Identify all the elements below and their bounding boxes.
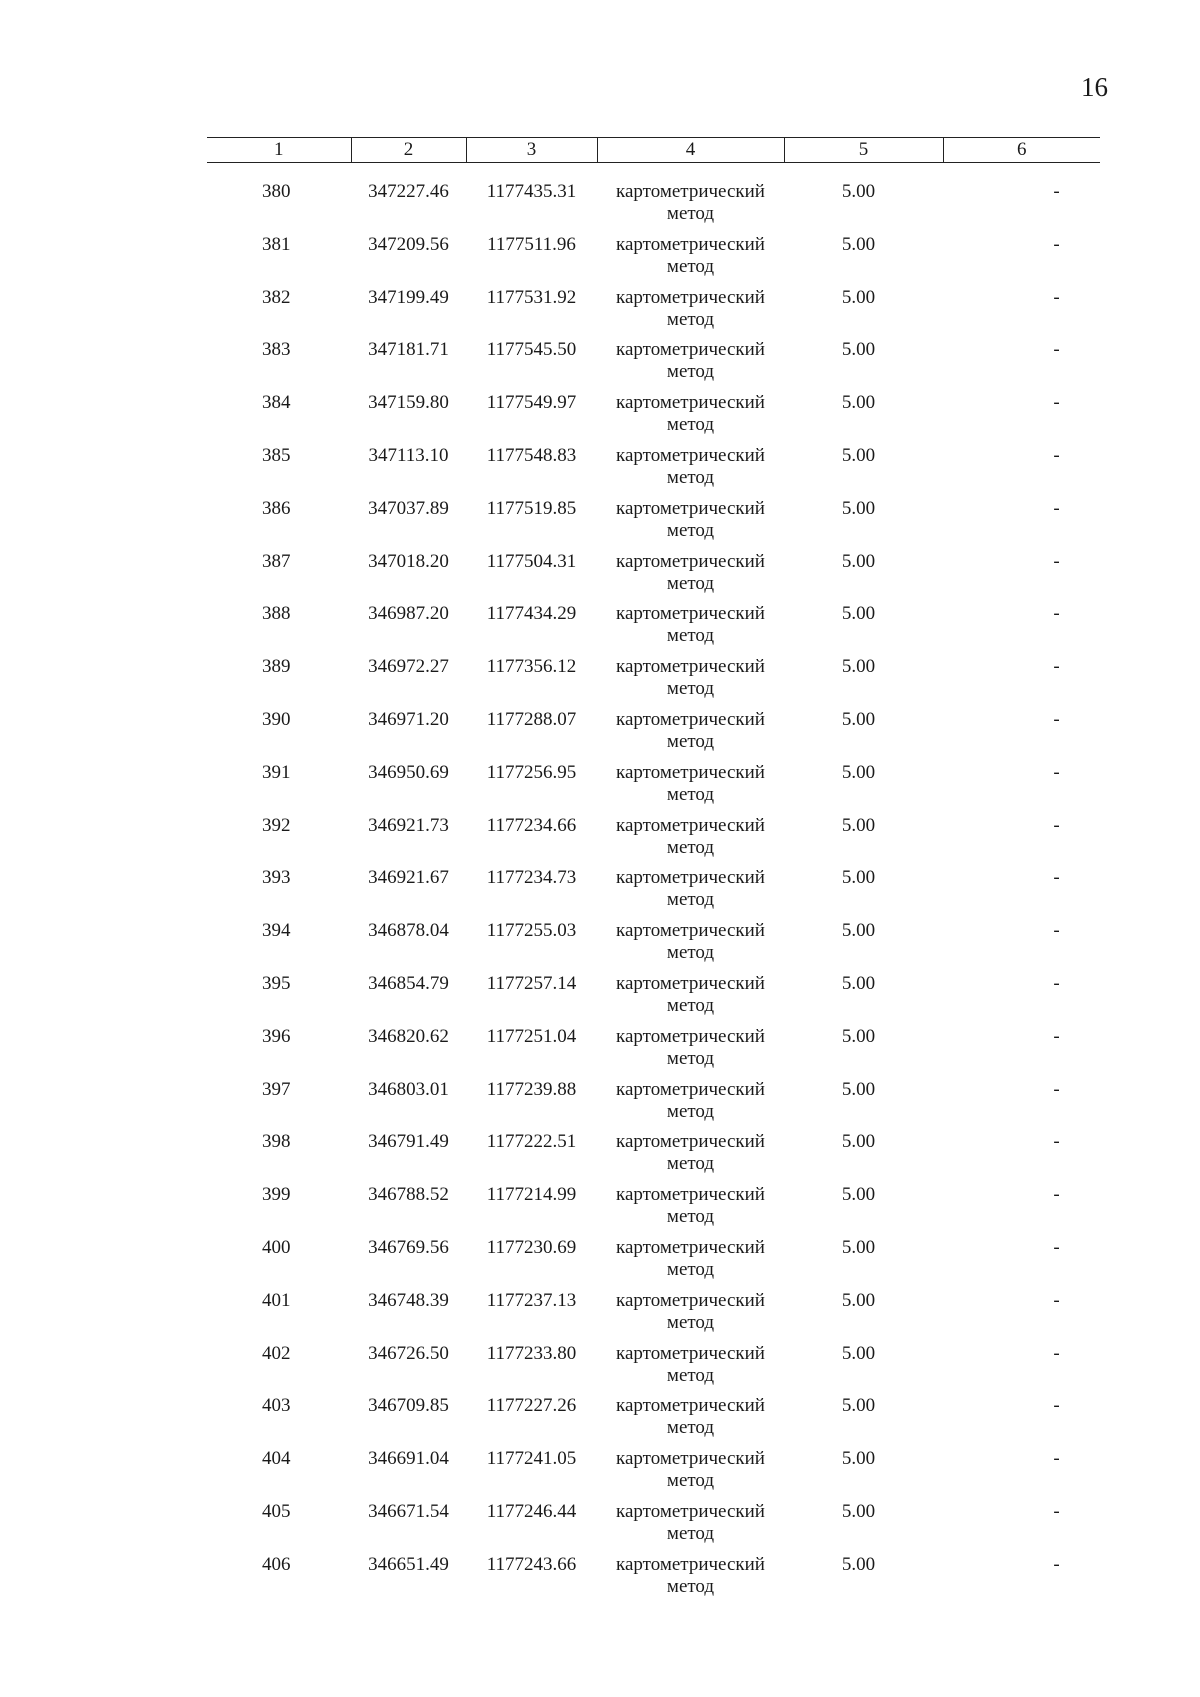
table-row: [207, 603, 1100, 656]
point-number-cell: 403: [262, 1395, 291, 1417]
table-row: [207, 392, 1100, 445]
method-line-2: метод: [666, 942, 715, 964]
y-coordinate-cell: 1177246.44: [486, 1500, 577, 1522]
table-row: [207, 867, 1100, 920]
accuracy-cell: 5.00: [841, 339, 876, 361]
table-row: [207, 920, 1100, 973]
note-cell: -: [1053, 1500, 1060, 1522]
header-col-4: 4: [597, 138, 784, 163]
method-line-1: картометрический: [616, 233, 765, 255]
x-coordinate-cell: 347159.80: [368, 392, 449, 414]
table-row: [207, 163, 1100, 234]
point-number-cell: 392: [262, 814, 291, 836]
accuracy-cell: 5.00: [841, 761, 876, 783]
table-row: [207, 1554, 1100, 1607]
method-cell: [597, 445, 784, 498]
x-coordinate-cell: 346820.62: [368, 1025, 449, 1047]
y-coordinate-cell: 1177549.97: [486, 392, 577, 414]
note-cell: -: [1053, 656, 1060, 678]
point-number-cell: 389: [262, 656, 291, 678]
point-number-cell: 380: [262, 181, 291, 202]
method-line-1: картометрический: [616, 1448, 765, 1470]
x-coordinate-cell: 346769.56: [368, 1236, 449, 1258]
method-cell: [597, 867, 784, 920]
x-coordinate-cell: 346972.27: [368, 656, 449, 678]
method-line-2: метод: [666, 572, 715, 594]
accuracy-cell: 5.00: [841, 656, 876, 678]
accuracy-cell: 5.00: [841, 708, 876, 730]
point-number-cell: 385: [262, 444, 291, 466]
method-cell: [597, 234, 784, 287]
y-coordinate-cell: 1177243.66: [486, 1553, 577, 1575]
note-cell: -: [1053, 761, 1060, 783]
header-col-5: 5: [784, 138, 943, 163]
point-number-cell: 395: [262, 972, 291, 994]
method-line-1: картометрический: [616, 708, 765, 730]
y-coordinate-cell: 1177237.13: [486, 1289, 577, 1311]
note-cell: -: [1053, 1078, 1060, 1100]
x-coordinate-cell: 346651.49: [368, 1553, 449, 1575]
point-number-cell: 394: [262, 920, 291, 942]
header-col-3: 3: [466, 138, 597, 163]
accuracy-cell: 5.00: [841, 1500, 876, 1522]
y-coordinate-cell: 1177234.66: [486, 814, 577, 836]
method-cell: [597, 709, 784, 762]
method-cell: [597, 339, 784, 392]
note-cell: -: [1053, 867, 1060, 889]
point-number-cell: 402: [262, 1342, 291, 1364]
method-line-2: метод: [666, 1575, 715, 1597]
note-cell: -: [1053, 920, 1060, 942]
x-coordinate-cell: 347113.10: [368, 444, 449, 466]
accuracy-cell: 5.00: [841, 1395, 876, 1417]
note-cell: -: [1053, 286, 1060, 308]
x-coordinate-cell: 346709.85: [368, 1395, 449, 1417]
x-coordinate-cell: 346878.04: [368, 920, 449, 942]
method-line-2: метод: [666, 1417, 715, 1439]
note-cell: -: [1053, 233, 1060, 255]
x-coordinate-cell: 346791.49: [368, 1131, 449, 1153]
y-coordinate-cell: 1177511.96: [487, 233, 576, 255]
page-number: 16: [1081, 72, 1108, 102]
x-coordinate-cell: 347227.46: [368, 181, 449, 202]
method-cell: [597, 762, 784, 815]
method-line-2: метод: [666, 1522, 715, 1544]
accuracy-cell: 5.00: [841, 920, 876, 942]
method-line-2: метод: [666, 836, 715, 858]
method-line-2: метод: [666, 625, 715, 647]
method-line-1: картометрический: [616, 1500, 765, 1522]
method-line-1: картометрический: [616, 1025, 765, 1047]
method-line-2: метод: [666, 1258, 715, 1280]
method-line-2: метод: [666, 361, 715, 383]
note-cell: -: [1053, 1342, 1060, 1364]
y-coordinate-cell: 1177239.88: [486, 1078, 577, 1100]
method-line-2: метод: [666, 308, 715, 330]
accuracy-cell: 5.00: [841, 444, 876, 466]
method-line-2: метод: [666, 203, 715, 224]
method-line-1: картометрический: [616, 1131, 765, 1153]
y-coordinate-cell: 1177531.92: [486, 286, 577, 308]
method-cell: [597, 1079, 784, 1132]
method-cell: [597, 1554, 784, 1607]
note-cell: -: [1053, 708, 1060, 730]
point-number-cell: 405: [262, 1500, 291, 1522]
y-coordinate-cell: 1177545.50: [486, 339, 577, 361]
table-row: [207, 498, 1100, 551]
method-cell: [597, 1131, 784, 1184]
table-row: [207, 234, 1100, 287]
table-row: [207, 1026, 1100, 1079]
note-cell: -: [1053, 603, 1060, 625]
y-coordinate-cell: 1177256.95: [486, 761, 577, 783]
method-line-1: картометрический: [616, 814, 765, 836]
note-cell: -: [1053, 1448, 1060, 1470]
point-number-cell: 390: [262, 708, 291, 730]
method-line-2: метод: [666, 678, 715, 700]
table-row: [207, 762, 1100, 815]
point-number-cell: 382: [262, 286, 291, 308]
method-cell: [597, 1026, 784, 1079]
method-line-1: картометрический: [616, 181, 765, 202]
y-coordinate-cell: 1177255.03: [486, 920, 577, 942]
accuracy-cell: 5.00: [841, 972, 876, 994]
method-line-2: метод: [666, 1153, 715, 1175]
y-coordinate-cell: 1177288.07: [486, 708, 577, 730]
note-cell: -: [1053, 181, 1060, 202]
method-line-2: метод: [666, 1470, 715, 1492]
method-cell: [597, 815, 784, 868]
note-cell: -: [1053, 1289, 1060, 1311]
method-line-2: метод: [666, 994, 715, 1016]
y-coordinate-cell: 1177233.80: [486, 1342, 577, 1364]
point-number-cell: 397: [262, 1078, 291, 1100]
method-line-2: метод: [666, 519, 715, 541]
method-line-2: метод: [666, 414, 715, 436]
table-row: [207, 1079, 1100, 1132]
accuracy-cell: 5.00: [841, 1025, 876, 1047]
method-line-1: картометрический: [616, 656, 765, 678]
point-number-cell: 399: [262, 1184, 291, 1206]
method-cell: [597, 551, 784, 604]
method-line-1: картометрический: [616, 1078, 765, 1100]
method-line-2: метод: [666, 1206, 715, 1228]
accuracy-cell: 5.00: [841, 603, 876, 625]
method-line-2: метод: [666, 1364, 715, 1386]
x-coordinate-cell: 346671.54: [368, 1500, 449, 1522]
note-cell: -: [1053, 1553, 1060, 1575]
table-row: [207, 1448, 1100, 1501]
x-coordinate-cell: 346971.20: [368, 708, 449, 730]
table-row: [207, 1343, 1100, 1396]
x-coordinate-cell: 347018.20: [368, 550, 449, 572]
accuracy-cell: 5.00: [841, 497, 876, 519]
y-coordinate-cell: 1177230.69: [486, 1236, 577, 1258]
accuracy-cell: 5.00: [841, 1236, 876, 1258]
method-cell: [597, 973, 784, 1026]
coordinates-table-container: [207, 137, 1100, 1607]
accuracy-cell: 5.00: [841, 1289, 876, 1311]
method-line-2: метод: [666, 1311, 715, 1333]
table-row: [207, 551, 1100, 604]
accuracy-cell: 5.00: [841, 286, 876, 308]
table-row: [207, 1131, 1100, 1184]
x-coordinate-cell: 347209.56: [368, 233, 449, 255]
x-coordinate-cell: 347037.89: [368, 497, 449, 519]
point-number-cell: 383: [262, 339, 291, 361]
method-cell: [597, 1290, 784, 1343]
method-line-2: метод: [666, 255, 715, 277]
x-coordinate-cell: 347181.71: [368, 339, 449, 361]
method-line-1: картометрический: [616, 550, 765, 572]
method-line-1: картометрический: [616, 339, 765, 361]
point-number-cell: 386: [262, 497, 291, 519]
note-cell: -: [1053, 1131, 1060, 1153]
y-coordinate-cell: 1177519.85: [486, 497, 577, 519]
method-cell: [597, 920, 784, 973]
method-line-1: картометрический: [616, 603, 765, 625]
method-line-2: метод: [666, 466, 715, 488]
header-col-1: 1: [207, 138, 351, 163]
table-row: [207, 1184, 1100, 1237]
x-coordinate-cell: 346748.39: [368, 1289, 449, 1311]
y-coordinate-cell: 1177214.99: [486, 1184, 577, 1206]
x-coordinate-cell: 346788.52: [368, 1184, 449, 1206]
accuracy-cell: 5.00: [841, 1342, 876, 1364]
method-cell: [597, 163, 784, 234]
method-line-1: картометрический: [616, 972, 765, 994]
table-row: [207, 1501, 1100, 1554]
y-coordinate-cell: 1177257.14: [486, 972, 577, 994]
accuracy-cell: 5.00: [841, 1553, 876, 1575]
table-row: [207, 1395, 1100, 1448]
method-cell: [597, 656, 784, 709]
y-coordinate-cell: 1177356.12: [486, 656, 577, 678]
table-row: [207, 1237, 1100, 1290]
method-line-1: картометрический: [616, 1289, 765, 1311]
accuracy-cell: 5.00: [841, 233, 876, 255]
point-number-cell: 388: [262, 603, 291, 625]
method-line-2: метод: [666, 889, 715, 911]
note-cell: -: [1053, 972, 1060, 994]
note-cell: -: [1053, 392, 1060, 414]
point-number-cell: 398: [262, 1131, 291, 1153]
x-coordinate-cell: 346950.69: [368, 761, 449, 783]
header-col-2: 2: [351, 138, 466, 163]
accuracy-cell: 5.00: [841, 1448, 876, 1470]
accuracy-cell: 5.00: [841, 1184, 876, 1206]
note-cell: -: [1053, 497, 1060, 519]
method-line-1: картометрический: [616, 761, 765, 783]
header-col-6: 6: [943, 138, 1100, 163]
accuracy-cell: 5.00: [841, 814, 876, 836]
note-cell: -: [1053, 1184, 1060, 1206]
method-cell: [597, 392, 784, 445]
point-number-cell: 381: [262, 233, 291, 255]
note-cell: -: [1053, 814, 1060, 836]
method-line-1: картометрический: [616, 444, 765, 466]
method-cell: [597, 1501, 784, 1554]
header-row: [207, 138, 1100, 163]
x-coordinate-cell: 346854.79: [368, 972, 449, 994]
table-row: [207, 815, 1100, 868]
accuracy-cell: 5.00: [841, 1131, 876, 1153]
coordinates-table: [207, 137, 1100, 1607]
note-cell: -: [1053, 1395, 1060, 1417]
method-line-1: картометрический: [616, 392, 765, 414]
method-line-1: картометрический: [616, 286, 765, 308]
method-line-1: картометрический: [616, 497, 765, 519]
method-cell: [597, 1448, 784, 1501]
table-row: [207, 445, 1100, 498]
y-coordinate-cell: 1177241.05: [486, 1448, 577, 1470]
note-cell: -: [1053, 550, 1060, 572]
y-coordinate-cell: 1177548.83: [486, 444, 577, 466]
x-coordinate-cell: 346921.73: [368, 814, 449, 836]
point-number-cell: 387: [262, 550, 291, 572]
method-line-1: картометрический: [616, 920, 765, 942]
y-coordinate-cell: 1177434.29: [486, 603, 577, 625]
method-line-1: картометрический: [616, 1553, 765, 1575]
method-line-1: картометрический: [616, 867, 765, 889]
point-number-cell: 404: [262, 1448, 291, 1470]
table-row: [207, 709, 1100, 762]
point-number-cell: 393: [262, 867, 291, 889]
y-coordinate-cell: 1177504.31: [486, 550, 577, 572]
method-cell: [597, 1184, 784, 1237]
point-number-cell: 384: [262, 392, 291, 414]
method-line-1: картометрический: [616, 1184, 765, 1206]
method-cell: [597, 498, 784, 551]
method-line-1: картометрический: [616, 1342, 765, 1364]
y-coordinate-cell: 1177251.04: [486, 1025, 577, 1047]
note-cell: -: [1053, 1025, 1060, 1047]
method-cell: [597, 1343, 784, 1396]
method-cell: [597, 1237, 784, 1290]
x-coordinate-cell: 346691.04: [368, 1448, 449, 1470]
method-line-1: картометрический: [616, 1395, 765, 1417]
x-coordinate-cell: 346987.20: [368, 603, 449, 625]
table-row: [207, 973, 1100, 1026]
note-cell: -: [1053, 444, 1060, 466]
table-row: [207, 1290, 1100, 1343]
x-coordinate-cell: 346726.50: [368, 1342, 449, 1364]
note-cell: -: [1053, 339, 1060, 361]
accuracy-cell: 5.00: [841, 1078, 876, 1100]
table-row: [207, 656, 1100, 709]
x-coordinate-cell: 346803.01: [368, 1078, 449, 1100]
x-coordinate-cell: 346921.67: [368, 867, 449, 889]
y-coordinate-cell: 1177222.51: [486, 1131, 577, 1153]
method-cell: [597, 287, 784, 340]
method-line-2: метод: [666, 730, 715, 752]
accuracy-cell: 5.00: [841, 181, 876, 202]
method-cell: [597, 603, 784, 656]
table-row: [207, 287, 1100, 340]
method-line-2: метод: [666, 1047, 715, 1069]
point-number-cell: 391: [262, 761, 291, 783]
accuracy-cell: 5.00: [841, 392, 876, 414]
point-number-cell: 400: [262, 1236, 291, 1258]
method-line-2: метод: [666, 1100, 715, 1122]
accuracy-cell: 5.00: [841, 867, 876, 889]
method-line-2: метод: [666, 783, 715, 805]
point-number-cell: 401: [262, 1289, 291, 1311]
point-number-cell: 396: [262, 1025, 291, 1047]
table-header: [207, 138, 1100, 163]
accuracy-cell: 5.00: [841, 550, 876, 572]
x-coordinate-cell: 347199.49: [368, 286, 449, 308]
table-row: [207, 339, 1100, 392]
y-coordinate-cell: 1177234.73: [486, 867, 577, 889]
point-number-cell: 406: [262, 1553, 291, 1575]
y-coordinate-cell: 1177435.31: [486, 181, 577, 202]
note-cell: -: [1053, 1236, 1060, 1258]
table-body: [207, 163, 1100, 1607]
y-coordinate-cell: 1177227.26: [486, 1395, 577, 1417]
method-line-1: картометрический: [616, 1236, 765, 1258]
method-cell: [597, 1395, 784, 1448]
